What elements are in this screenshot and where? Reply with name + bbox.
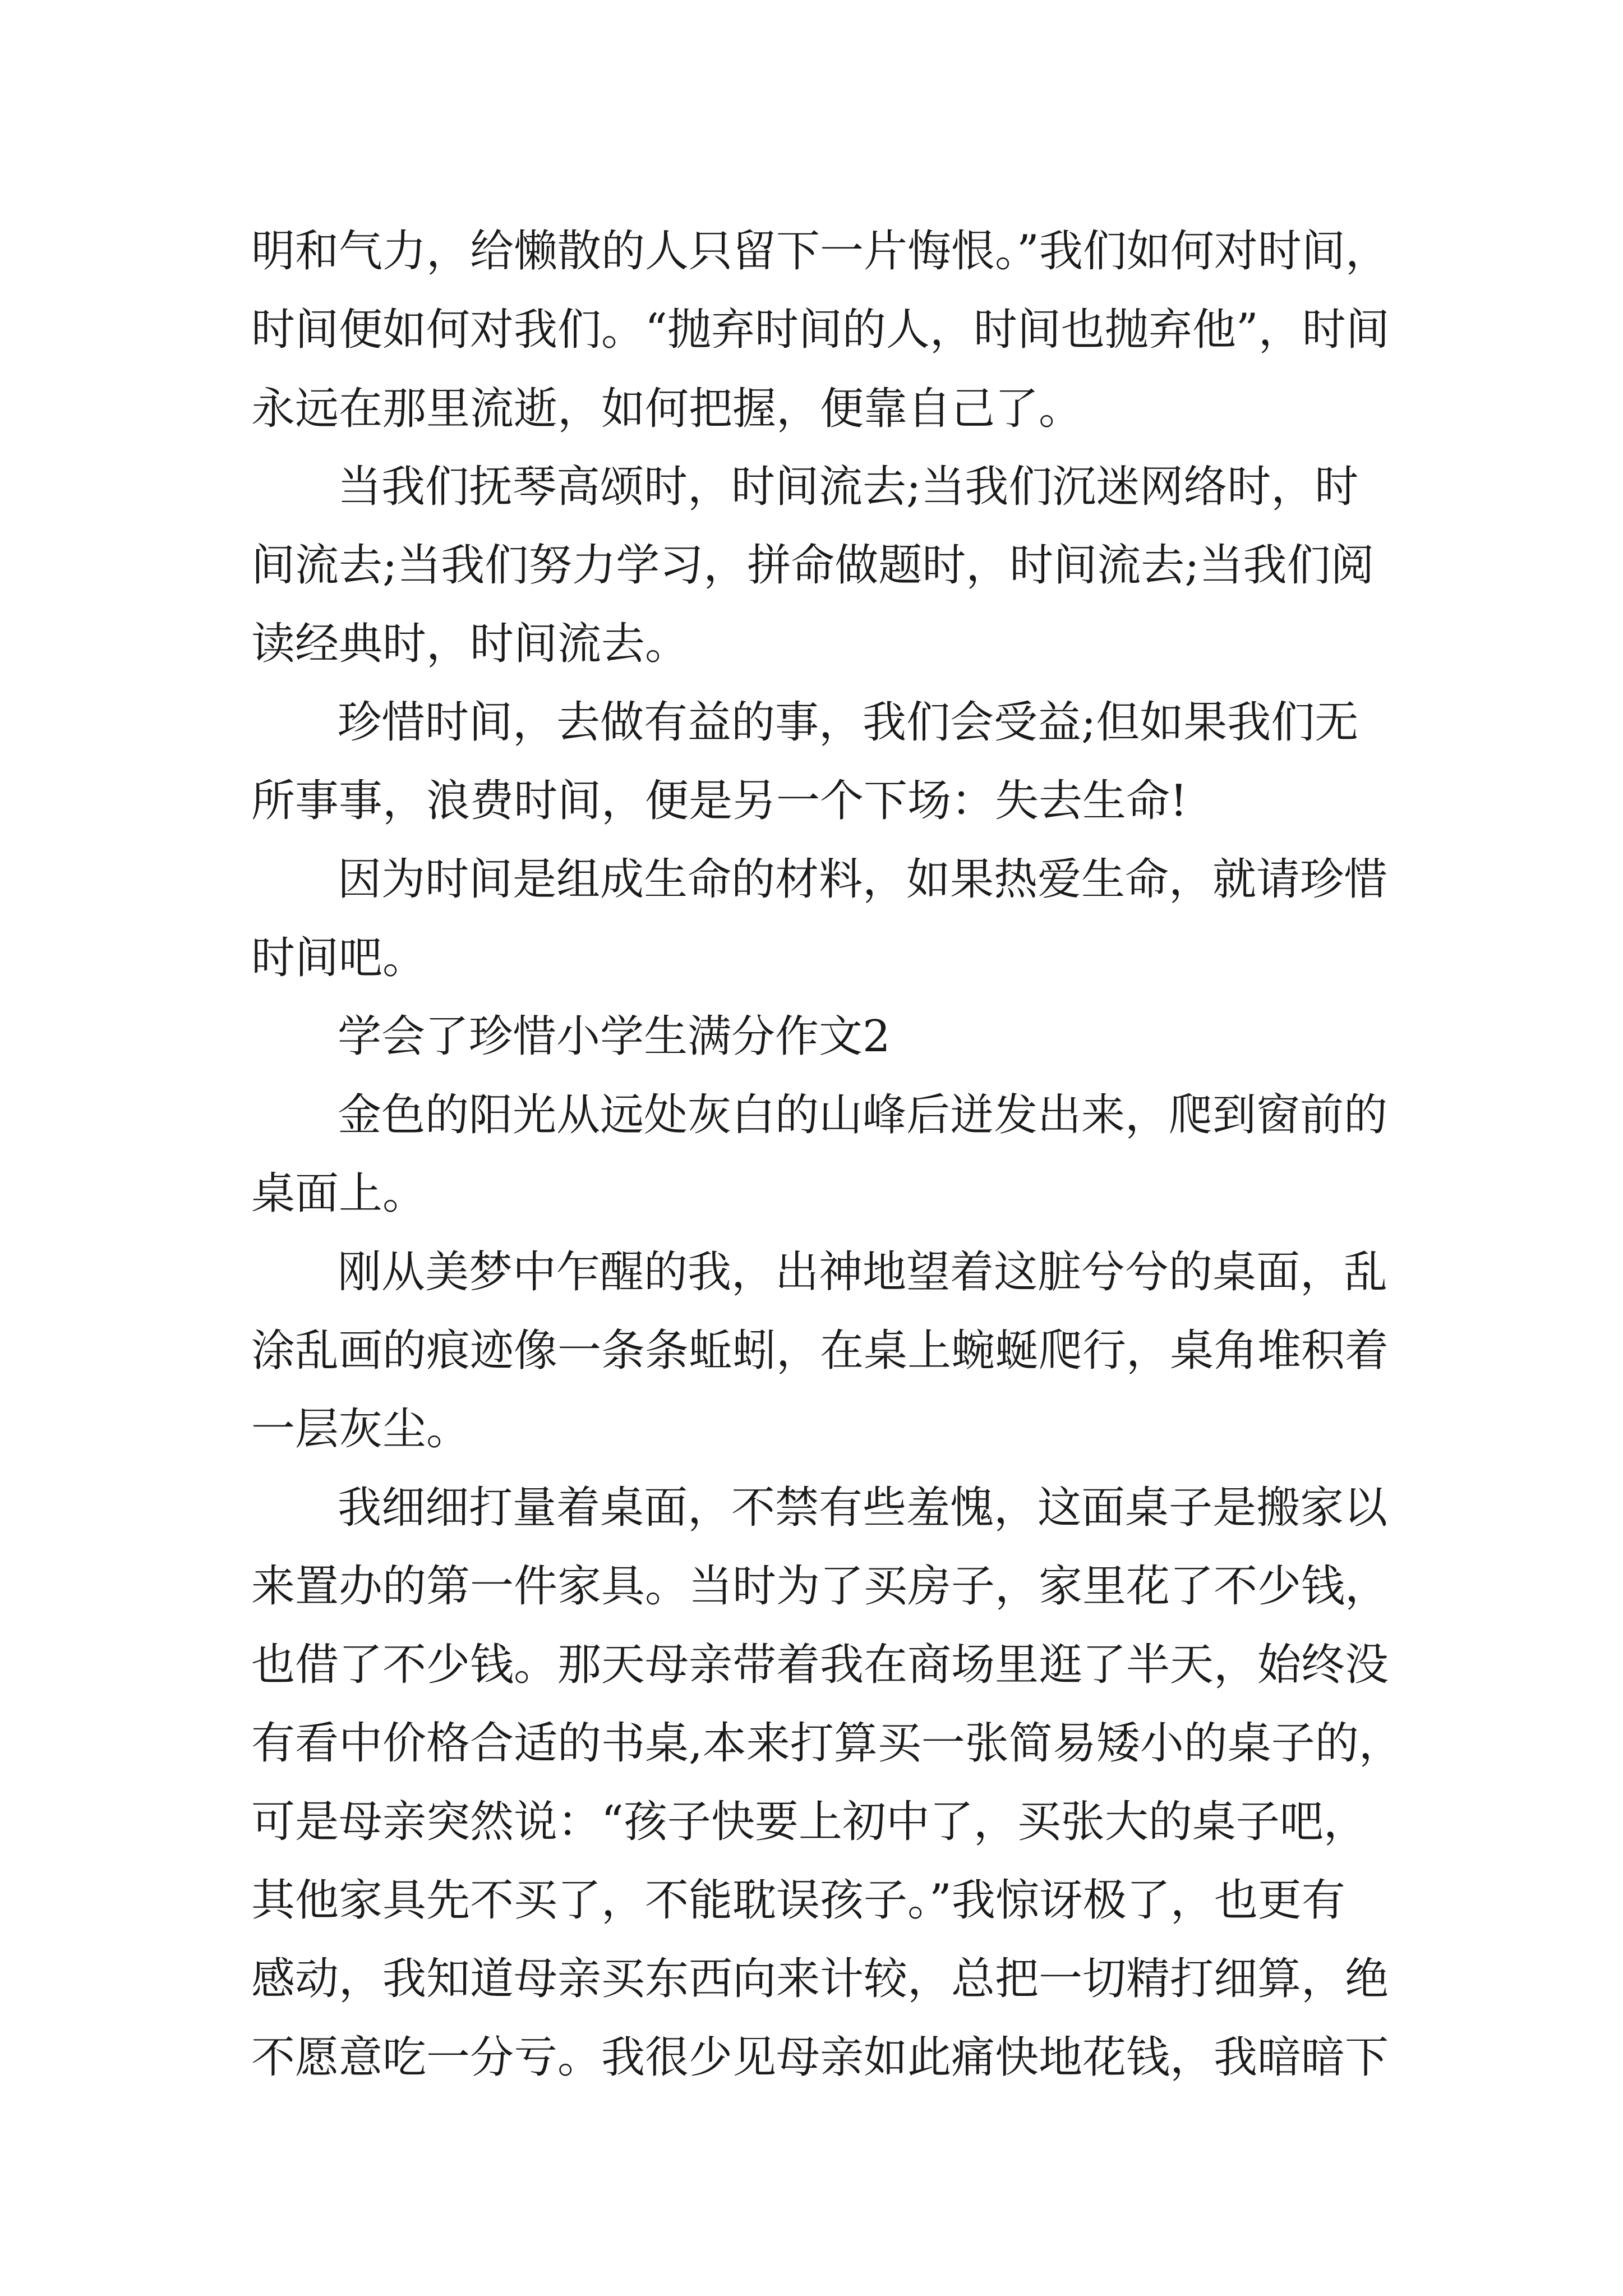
text-line: 因为时间是组成生命的材料，如果热爱生命，就请珍惜 bbox=[338, 854, 1388, 905]
text-line: 明和气力，给懒散的人只留下一片悔恨。”我们如何对时间， bbox=[251, 226, 1389, 277]
text-line: 一层灰尘。 bbox=[251, 1404, 471, 1455]
text-line: 桌面上。 bbox=[251, 1168, 427, 1219]
text-line: 我细细打量着桌面，不禁有些羞愧，这面桌子是搬家以 bbox=[338, 1483, 1388, 1533]
text-line: 来置办的第一件家具。当时为了买房子，家里花了不少钱， bbox=[251, 1561, 1389, 1612]
text-line: 时间便如何对我们。“抛弃时间的人，时间也抛弃他”，时间 bbox=[251, 305, 1390, 355]
text-line: 读经典时，时间流去。 bbox=[251, 619, 689, 669]
text-line: 其他家具先不买了，不能耽误孩子。”我惊讶极了，也更有 bbox=[251, 1875, 1345, 1926]
text-line: 有看中价格合适的书桌,本来打算买一张简易矮小的桌子的， bbox=[251, 1718, 1403, 1769]
text-line: 珍惜时间，去做有益的事，我们会受益;但如果我们无 bbox=[338, 697, 1359, 748]
text-line: 不愿意吃一分亏。我很少见母亲如此痛快地花钱，我暗暗下 bbox=[251, 2032, 1389, 2083]
text-line: 间流去;当我们努力学习，拼命做题时，时间流去;当我们阅 bbox=[251, 540, 1375, 591]
text-line: 涂乱画的痕迹像一条条蚯蚓，在桌上蜿蜒爬行，桌角堆积着 bbox=[251, 1326, 1389, 1376]
text-line: 金色的阳光从远处灰白的山峰后迸发出来，爬到窗前的 bbox=[338, 1090, 1388, 1140]
text-line: 感动，我知道母亲买东西向来计较，总把一切精打细算，绝 bbox=[251, 1954, 1389, 2004]
text-line: 时间吧。 bbox=[251, 933, 427, 983]
text-line: 也借了不少钱。那天母亲带着我在商场里逛了半天，始终没 bbox=[251, 1640, 1389, 1690]
section-heading: 学会了珍惜小学生满分作文2 bbox=[338, 1011, 891, 1062]
text-line: 可是母亲突然说：“孩子快要上初中了，买张大的桌子吧， bbox=[251, 1797, 1367, 1847]
text-line: 永远在那里流逝，如何把握，便靠自己了。 bbox=[251, 384, 1083, 434]
text-line: 所事事，浪费时间，便是另一个下场：失去生命! bbox=[251, 776, 1188, 826]
text-line: 当我们抚琴高颂时，时间流去;当我们沉迷网络时，时 bbox=[338, 462, 1359, 512]
text-line: 刚从美梦中乍醒的我，出神地望着这脏兮兮的桌面，乱 bbox=[338, 1247, 1388, 1297]
